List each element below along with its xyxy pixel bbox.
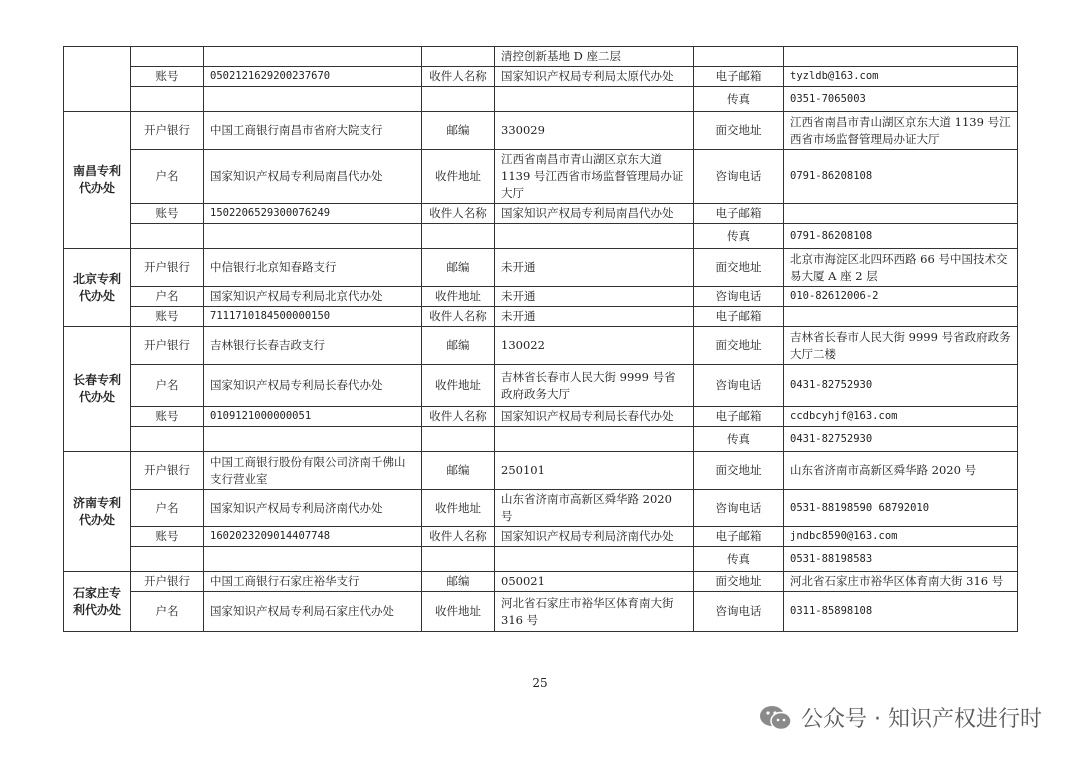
field-value: 清控创新基地 D 座二层: [495, 47, 694, 67]
field-label: 户名: [131, 287, 204, 307]
field-value: [204, 427, 422, 452]
field-label: [131, 427, 204, 452]
field-value: 250101: [495, 452, 694, 490]
field-label: 传真: [694, 547, 784, 572]
field-label: 咨询电话: [694, 592, 784, 632]
field-value: 国家知识产权局专利局南昌代办处: [204, 150, 422, 204]
field-value: 江西省南昌市青山湖区京东大道 1139 号江西省市场监督管理局办证大厅: [784, 112, 1018, 150]
field-label: 户名: [131, 150, 204, 204]
table-row: [64, 452, 1018, 490]
field-value: 0351-7065003: [784, 87, 1018, 112]
field-label: 面交地址: [694, 249, 784, 287]
field-label: 面交地址: [694, 327, 784, 365]
field-value: 050021: [495, 572, 694, 592]
table-row: [64, 47, 1018, 67]
field-value: 山东省济南市高新区舜华路 2020 号: [495, 490, 694, 527]
field-label: 面交地址: [694, 452, 784, 490]
field-label: 传真: [694, 87, 784, 112]
table-row: [64, 112, 1018, 150]
field-label: 收件地址: [422, 365, 495, 407]
field-value: 国家知识产权局专利局北京代办处: [204, 287, 422, 307]
table-row: [64, 572, 1018, 592]
field-value: [495, 224, 694, 249]
field-value: 中国工商银行石家庄裕华支行: [204, 572, 422, 592]
field-label: 邮编: [422, 572, 495, 592]
agency-info-table: [63, 46, 1018, 632]
field-value: 国家知识产权局专利局济南代办处: [495, 527, 694, 547]
office-name: 长春专利代办处: [64, 327, 131, 452]
field-value: 未开通: [495, 287, 694, 307]
field-value: 未开通: [495, 249, 694, 287]
field-label: 收件地址: [422, 490, 495, 527]
field-value: 0531-88198590 68792010: [784, 490, 1018, 527]
field-value: 北京市海淀区北四环西路 66 号中国技术交易大厦 A 座 2 层: [784, 249, 1018, 287]
field-label: 咨询电话: [694, 365, 784, 407]
field-label: 收件人名称: [422, 307, 495, 327]
field-label: 传真: [694, 224, 784, 249]
field-label: 收件人名称: [422, 407, 495, 427]
field-label: 户名: [131, 365, 204, 407]
field-label: 开户银行: [131, 327, 204, 365]
field-value: 0502121629200237670: [204, 67, 422, 87]
watermark-text: 公众号 · 知识产权进行时: [801, 707, 1042, 732]
field-value: tyzldb@163.com: [784, 67, 1018, 87]
field-label: 户名: [131, 592, 204, 632]
field-label: 开户银行: [131, 572, 204, 592]
field-value: 吉林省长春市人民大街 9999 号省政府政务大厅二楼: [784, 327, 1018, 365]
field-label: 电子邮箱: [694, 307, 784, 327]
page-number: 25: [532, 676, 548, 690]
field-value: 0791-86208108: [784, 224, 1018, 249]
table-row: [64, 249, 1018, 287]
table-row: [64, 307, 1018, 327]
table-row: [64, 527, 1018, 547]
field-label: 账号: [131, 307, 204, 327]
field-value: 中国工商银行股份有限公司济南千佛山支行营业室: [204, 452, 422, 490]
table-row: [64, 224, 1018, 249]
table-row: [64, 150, 1018, 204]
field-label: 收件人名称: [422, 67, 495, 87]
field-label: 收件地址: [422, 150, 495, 204]
field-label: [422, 87, 495, 112]
field-value: 中信银行北京知春路支行: [204, 249, 422, 287]
field-value: 330029: [495, 112, 694, 150]
field-value: 1502206529300076249: [204, 204, 422, 224]
field-label: 邮编: [422, 452, 495, 490]
field-value: 江西省南昌市青山湖区京东大道 1139 号江西省市场监督管理局办证大厅: [495, 150, 694, 204]
field-label: 账号: [131, 67, 204, 87]
office-name: [64, 47, 131, 112]
field-value: 0531-88198583: [784, 547, 1018, 572]
field-label: 咨询电话: [694, 150, 784, 204]
field-label: [131, 547, 204, 572]
field-label: 电子邮箱: [694, 527, 784, 547]
field-label: 电子邮箱: [694, 204, 784, 224]
field-value: [204, 547, 422, 572]
field-value: [204, 47, 422, 67]
field-value: 河北省石家庄市裕华区体育南大街 316 号: [495, 592, 694, 632]
field-value: 中国工商银行南昌市省府大院支行: [204, 112, 422, 150]
field-label: 面交地址: [694, 572, 784, 592]
field-label: [131, 87, 204, 112]
field-value: [495, 427, 694, 452]
field-value: [784, 307, 1018, 327]
field-value: jndbc8590@163.com: [784, 527, 1018, 547]
field-value: 130022: [495, 327, 694, 365]
field-label: 开户银行: [131, 112, 204, 150]
field-value: 0109121000000051: [204, 407, 422, 427]
field-label: 电子邮箱: [694, 67, 784, 87]
field-label: [131, 47, 204, 67]
table-row: [64, 407, 1018, 427]
field-label: [131, 224, 204, 249]
field-label: 收件人名称: [422, 204, 495, 224]
field-value: [204, 87, 422, 112]
field-label: [422, 427, 495, 452]
office-name: 济南专利代办处: [64, 452, 131, 572]
field-value: 国家知识产权局专利局南昌代办处: [495, 204, 694, 224]
field-label: 开户银行: [131, 452, 204, 490]
field-label: 账号: [131, 407, 204, 427]
field-value: ccdbcyhjf@163.com: [784, 407, 1018, 427]
field-label: [422, 47, 495, 67]
watermark: [759, 702, 1042, 733]
table-row: [64, 547, 1018, 572]
field-value: [495, 87, 694, 112]
field-label: 收件地址: [422, 592, 495, 632]
field-value: 吉林省长春市人民大街 9999 号省政府政务大厅: [495, 365, 694, 407]
field-value: 国家知识产权局专利局长春代办处: [495, 407, 694, 427]
field-value: 河北省石家庄市裕华区体育南大街 316 号: [784, 572, 1018, 592]
field-value: [784, 47, 1018, 67]
wechat-icon: [759, 704, 793, 732]
field-value: 0431-82752930: [784, 365, 1018, 407]
field-label: 开户银行: [131, 249, 204, 287]
field-value: 国家知识产权局专利局太原代办处: [495, 67, 694, 87]
field-value: 010-82612006-2: [784, 287, 1018, 307]
field-label: [422, 224, 495, 249]
field-value: [495, 547, 694, 572]
office-name: 南昌专利代办处: [64, 112, 131, 249]
field-label: [694, 47, 784, 67]
field-label: 户名: [131, 490, 204, 527]
field-label: 邮编: [422, 327, 495, 365]
field-label: 电子邮箱: [694, 407, 784, 427]
field-label: 收件地址: [422, 287, 495, 307]
field-value: 国家知识产权局专利局长春代办处: [204, 365, 422, 407]
field-label: 邮编: [422, 112, 495, 150]
table-row: [64, 592, 1018, 632]
table-row: [64, 287, 1018, 307]
field-label: 邮编: [422, 249, 495, 287]
field-value: 0431-82752930: [784, 427, 1018, 452]
field-value: [784, 204, 1018, 224]
field-value: 1602023209014407748: [204, 527, 422, 547]
field-value: 未开通: [495, 307, 694, 327]
field-label: 收件人名称: [422, 527, 495, 547]
field-label: 传真: [694, 427, 784, 452]
field-label: 咨询电话: [694, 490, 784, 527]
office-name: 石家庄专利代办处: [64, 572, 131, 632]
table-row: [64, 204, 1018, 224]
field-label: 账号: [131, 204, 204, 224]
field-value: 吉林银行长春吉政支行: [204, 327, 422, 365]
field-value: 7111710184500000150: [204, 307, 422, 327]
table-row: [64, 327, 1018, 365]
field-value: 0791-86208108: [784, 150, 1018, 204]
field-value: [204, 224, 422, 249]
field-value: 0311-85898108: [784, 592, 1018, 632]
table-row: [64, 365, 1018, 407]
field-value: 山东省济南市高新区舜华路 2020 号: [784, 452, 1018, 490]
field-label: 面交地址: [694, 112, 784, 150]
table-row: [64, 427, 1018, 452]
table-row: [64, 490, 1018, 527]
field-label: 咨询电话: [694, 287, 784, 307]
office-name: 北京专利代办处: [64, 249, 131, 327]
field-label: [422, 547, 495, 572]
field-value: 国家知识产权局专利局石家庄代办处: [204, 592, 422, 632]
field-label: 账号: [131, 527, 204, 547]
field-value: 国家知识产权局专利局济南代办处: [204, 490, 422, 527]
table-row: [64, 87, 1018, 112]
table-row: [64, 67, 1018, 87]
